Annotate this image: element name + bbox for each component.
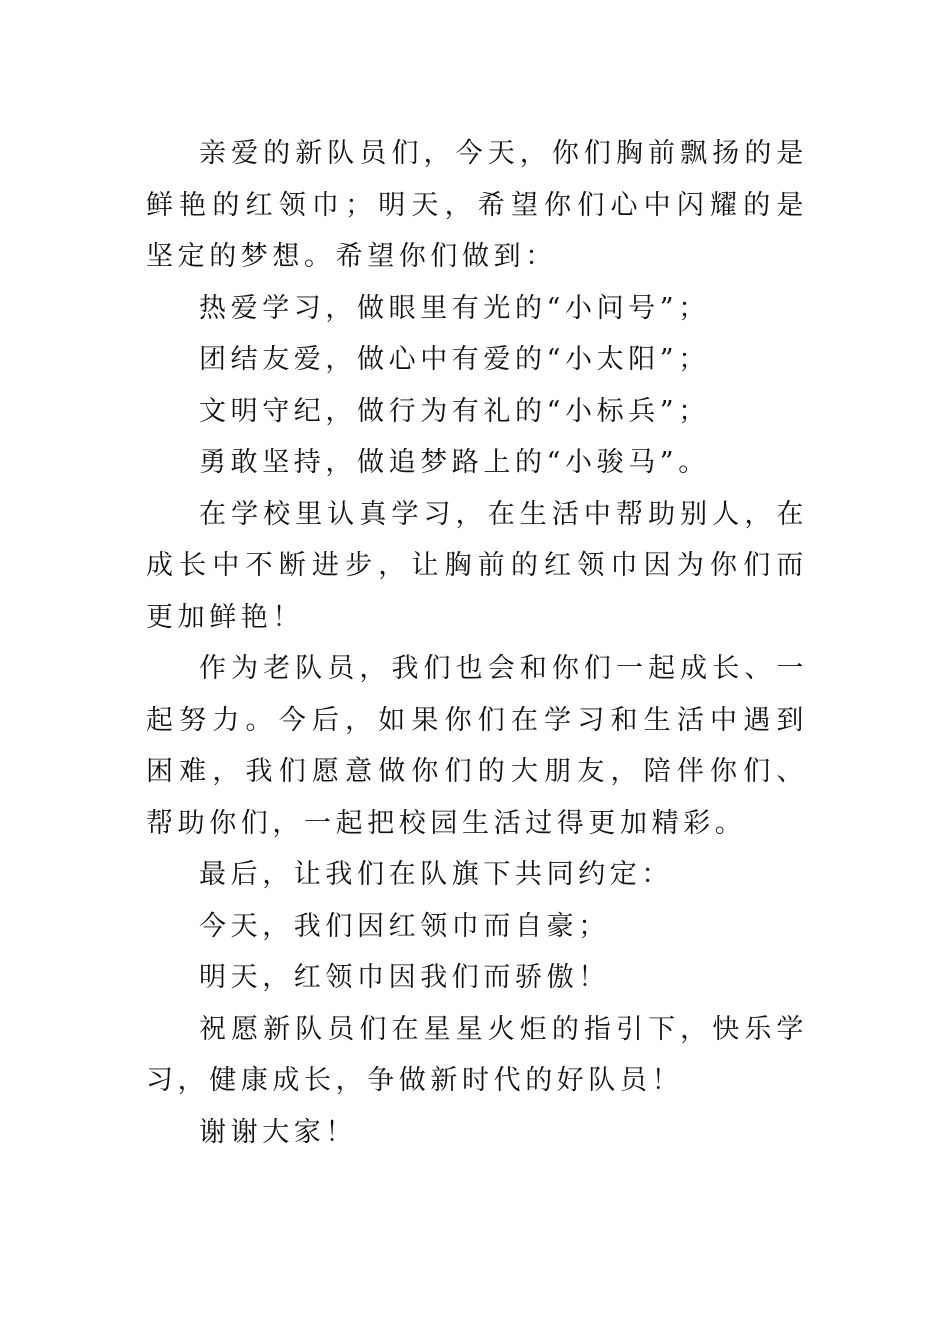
paragraph-greeting: 亲爱的新队员们，今天，你们胸前飘扬的是鲜艳的红领巾；明天，希望你们心中闪耀的是坚定的梦想。希望你们做到： [146,138,808,272]
paragraph-wishes: 祝愿新队员们在星星火炬的指引下，快乐学习，健康成长，争做新时代的好队员！ [146,1013,808,1096]
paragraph-pledge-discipline: 文明守纪，做行为有礼的“小标兵”； [199,395,710,427]
paragraph-agreement-tomorrow: 明天，红领巾因我们而骄傲！ [199,962,610,993]
paragraph-thanks: 谢谢大家！ [199,1116,357,1148]
paragraph-pledge-study: 热爱学习，做眼里有光的“小问号”； [199,292,710,324]
paragraph-growth: 在学校里认真学习，在生活中帮助别人，在成长中不断进步，让胸前的红领巾因为你们而更加鲜艳！ [146,498,808,633]
paragraph-agreement-today: 今天，我们因红领巾而自豪； [199,910,610,942]
paragraph-pledge-courage: 勇敢坚持，做追梦路上的“小骏马”。 [199,447,710,478]
paragraph-senior-members: 作为老队员，我们也会和你们一起成长、一起努力。今后，如果你们在学习和生活中遇到困难，我们愿意做你们的大朋友，陪伴你们、帮助你们，一起把校园生活过得更加精彩。 [146,653,808,839]
paragraph-pledge-unity: 团结友爱，做心中有爱的“小太阳”； [199,344,710,375]
paragraph-agreement-intro: 最后，让我们在队旗下共同约定： [199,859,673,890]
document-page [146,128,808,1158]
